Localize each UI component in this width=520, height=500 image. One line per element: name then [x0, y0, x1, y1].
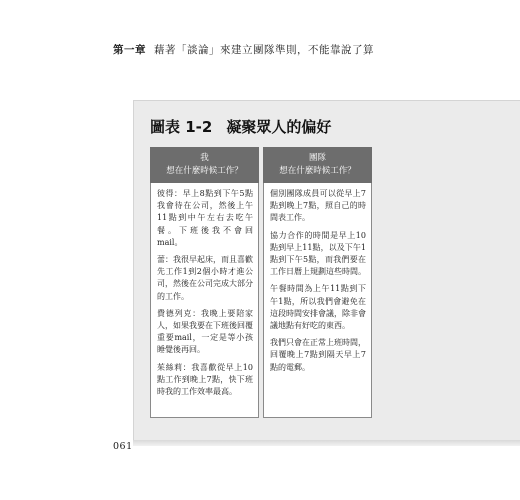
left-paragraph: 彼得：早上8點到下午5點我會待在公司，然後上午11點到中午左右去吃午餐。下班後我不會回mail。	[157, 189, 253, 247]
page-number: 061	[113, 441, 133, 452]
right-paragraph: 午餐時間為上午11點到下午1點，所以我們會避免在這段時間安排會議，除非會議地點有好吃的東西。	[270, 284, 366, 331]
chapter-title: 藉著「談論」來建立團隊準則，不能靠說了算	[154, 44, 374, 56]
right-header-line1: 團隊	[308, 153, 326, 163]
figure-number: 圖表 1-2	[150, 118, 213, 136]
right-paragraph: 我們只會在正常上班時間，回覆晚上7點到隔天早上7點的電郵。	[270, 338, 366, 372]
left-header-line1: 我	[200, 153, 209, 163]
right-column-header	[263, 147, 372, 183]
left-header-line2: 想在什麼時候工作？	[166, 166, 243, 176]
right-column-body	[263, 183, 372, 418]
right-paragraph: 個別團隊成員可以從早上7點到晚上7點，照自己的時間表工作。	[270, 189, 366, 223]
figure-caption: 凝聚眾人的偏好	[226, 118, 332, 136]
running-header	[113, 42, 374, 57]
left-paragraph: 蕾：我很早起床，而且喜歡先工作1到2個小時才進公司，然後在公司完成大部分的工作。	[157, 255, 253, 301]
panel-shadow	[133, 440, 520, 446]
left-paragraph: 費德列克：我晚上要陪家人，如果我要在下班後回覆重要mail，一定是等小孩睡覺後再回。	[157, 308, 253, 355]
right-column	[263, 147, 372, 418]
left-column	[150, 147, 259, 418]
chapter-label: 第一章	[113, 44, 146, 56]
figure-title	[150, 116, 331, 137]
right-header-line2: 想在什麼時候工作？	[279, 166, 356, 176]
right-paragraph: 協力合作的時間是早上10點到早上11點，以及下午1點到下午5點，而我們要在工作日曆上規劃這些時間。	[270, 230, 366, 277]
comparison-table	[150, 147, 372, 418]
left-paragraph: 茱絲莉：我喜歡從早上10點工作到晚上7點，快下班時我的工作效率最高。	[157, 362, 253, 397]
left-column-body	[150, 183, 259, 418]
left-column-header	[150, 147, 259, 183]
